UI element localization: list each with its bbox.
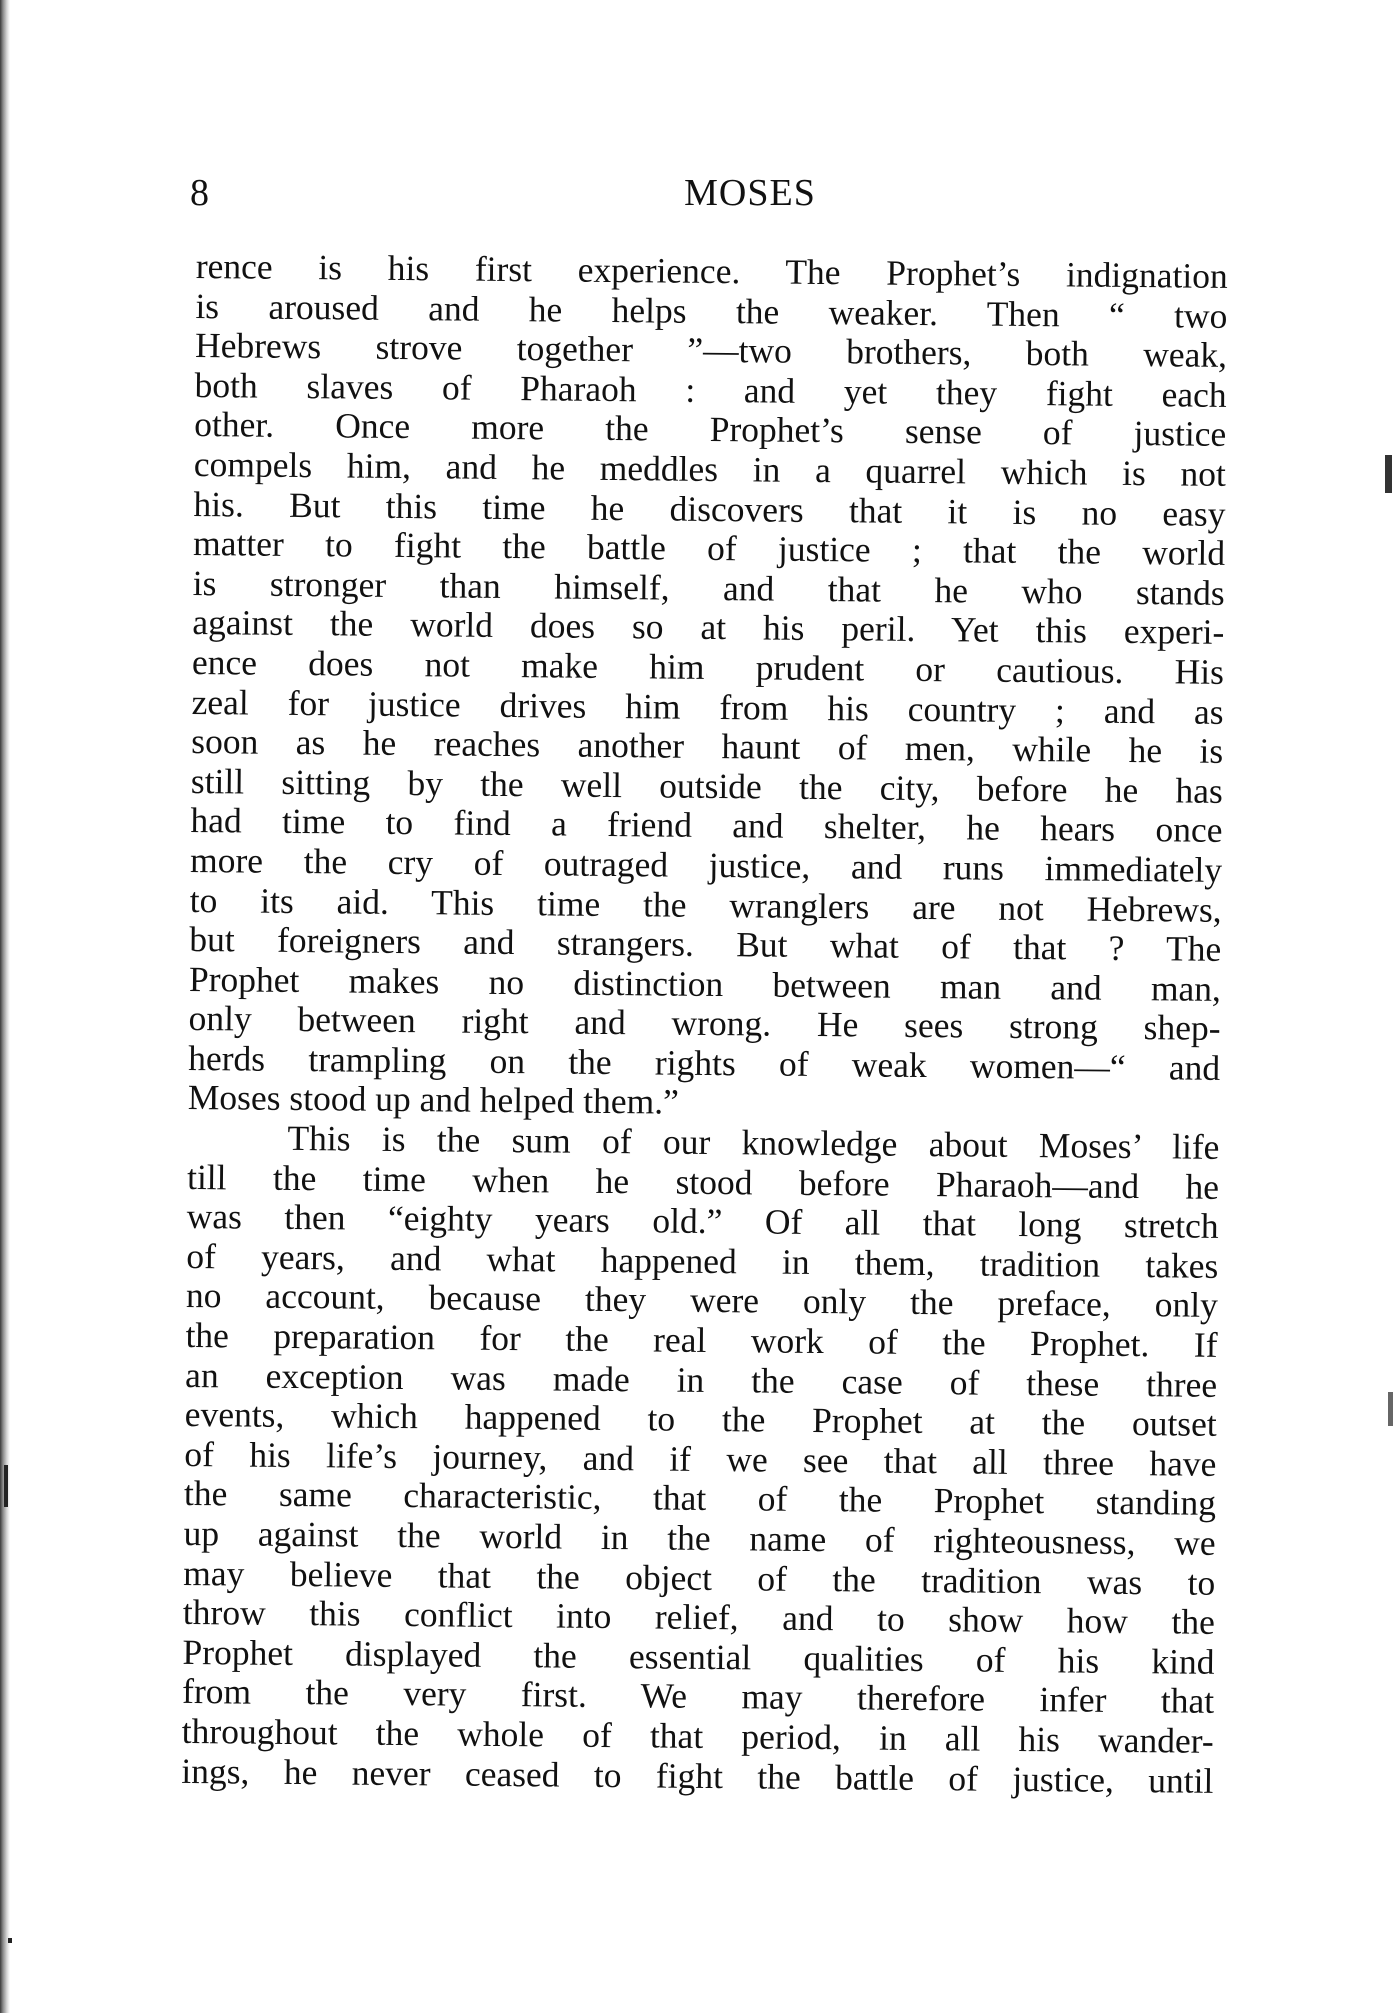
text-line: up against the world in the name of righteousness, we [183, 1512, 1216, 1563]
running-head [190, 168, 1220, 218]
edge-speck [1388, 1392, 1393, 1426]
text-line: to its aid. This time the wranglers are not Hebrews, [189, 879, 1222, 930]
text-line: is stronger than himself, and that he who stands [192, 562, 1225, 613]
text-line: till the time when he stood before Pharaoh—and he [186, 1156, 1220, 1207]
page-edge-shadow [0, 0, 10, 2013]
text-line: throughout the whole of that period, in all his wander- [181, 1710, 1214, 1761]
text-line: no account, because they were only the preface, only [185, 1275, 1219, 1326]
text-line: of his life’s journey, and if we see that all three have [184, 1433, 1217, 1484]
text-line: matter to fight the battle of justice ; that the world [192, 523, 1226, 574]
page-number: 8 [190, 172, 209, 214]
text-line: rence is his first experience. The Prophet’s indignation [195, 246, 1228, 296]
text-line: herds trampling on the rights of weak women—“ and [188, 1037, 1221, 1088]
edge-speck [8, 1938, 12, 1943]
edge-speck [1385, 455, 1392, 493]
text-line: was then “eighty years old.” Of all that long stretch [186, 1196, 1219, 1247]
text-line: soon as he reaches another haunt of men, while he is [191, 721, 1224, 772]
text-line: the same characteristic, that of the Prophet standing [183, 1473, 1217, 1524]
text-line: ings, he never ceased to fight the battle of justice, until [181, 1750, 1214, 1801]
text-line: had time to find a friend and shelter, he hears once [190, 800, 1223, 851]
text-line: only between right and wrong. He sees strong shep- [188, 998, 1221, 1049]
text-line: an exception was made in the case of these three [184, 1354, 1218, 1405]
text-line: his. But this time he discovers that it is no easy [193, 483, 1226, 534]
text-line: of years, and what happened in them, tradition takes [186, 1235, 1219, 1286]
text-line: This is the sum of our knowledge about Moses’ life [287, 1117, 1220, 1167]
running-title: MOSES [684, 172, 816, 214]
text-line: more the cry of outraged justice, and runs immediately [189, 839, 1223, 890]
text-line: against the world does so at his peril. Yet this experi- [192, 602, 1225, 653]
text-line: compels him, and he meddles in a quarrel which is not [193, 443, 1227, 494]
text-line: Prophet makes no distinction between man and man, [188, 958, 1222, 1009]
text-line: is aroused and he helps the weaker. Then “ two [195, 285, 1228, 336]
text-line: the preparation for the real work of the Prophet. If [185, 1314, 1218, 1365]
text-line: from the very first. We may therefore infer that [181, 1671, 1215, 1722]
text-line: Moses stood up and helped them.” [187, 1077, 680, 1123]
text-line: zeal for justice drives him from his country ; and as [191, 681, 1224, 732]
text-line: throw this conflict into relief, and to show how the [182, 1592, 1216, 1643]
text-line: Prophet displayed the essential qualities of his kind [182, 1631, 1215, 1682]
text-line: other. Once more the Prophet’s sense of justice [194, 404, 1227, 455]
text-line: but foreigners and strangers. But what of that ? The [189, 919, 1222, 969]
text-line: Hebrews strove together ”—two brothers, both weak, [194, 325, 1228, 376]
body-text [181, 247, 1228, 1801]
text-line: both slaves of Pharaoh : and yet they fight each [194, 364, 1227, 415]
text-line: ence does not make him prudent or cautious. His [191, 641, 1225, 692]
edge-speck [4, 1465, 8, 1507]
text-line: may believe that the object of the tradition was to [183, 1552, 1216, 1603]
text-line: events, which happened to the Prophet at the outset [184, 1394, 1217, 1445]
text-line: still sitting by the well outside the city, before he has [190, 760, 1224, 811]
